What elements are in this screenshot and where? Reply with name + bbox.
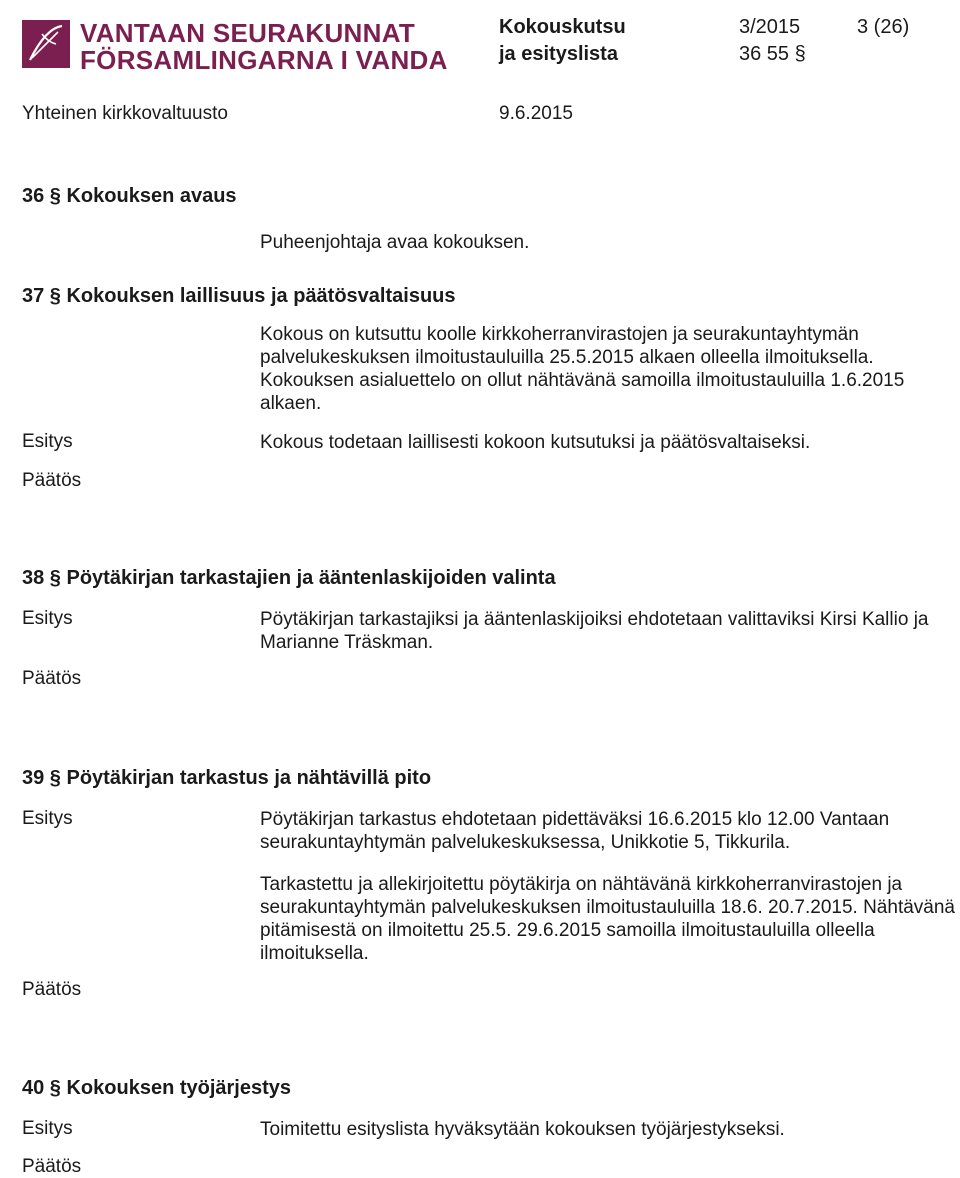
proposal-text [260,608,960,654]
paragraph: Pöytäkirjan tarkastus ehdotetaan pidettäväksi 16.6.2015 klo 12.00 Vantaan seurakuntayhtymän palvelukeskuksessa, Unikkotie 5, Tikkurila. [260,809,890,853]
proposal-label: Esitys [22,608,73,629]
paragraph: Kokous on kutsuttu koolle kirkkoherranvirastojen ja seurakuntayhtymän palvelukeskuksen ilmoitustauluilla 25.5.2015 alkaen olleella ilmoituksella. Kokouksen asialuettelo on ollut nähtävänä samoilla ilmoitustauluilla 1.6.2015 alkaen. [260,324,905,414]
document-type: Kokouskutsu [499,16,626,38]
paragraph: Puheenjohtaja avaa kokouksen. [260,232,530,253]
document-type-secondary: ja esityslista [499,43,618,65]
proposal-label: Esitys [22,1118,73,1139]
section-title: 40 § Kokouksen työjärjestys [22,1077,292,1099]
section-title: 37 § Kokouksen laillisuus ja päätösvaltaisuus [22,285,456,307]
proposal-text [260,431,960,454]
proposal-text-continued [260,873,960,965]
decision-label: Päätös [22,668,82,689]
org-name-line2: FÖRSAMLINGARNA I VANDA [80,45,448,75]
decision-label: Päätös [22,979,82,1000]
paragraph: Kokous todetaan laillisesti kokoon kutsutuksi ja päätösvaltaiseksi. [260,432,811,453]
cross-emblem-icon [22,20,70,68]
proposal-label: Esitys [22,808,73,829]
meeting-body: Yhteinen kirkkovaltuusto [22,103,228,124]
org-name-line1: VANTAAN SEURAKUNNAT [80,18,416,48]
meeting-date: 9.6.2015 [499,103,573,124]
decision-label: Päätös [22,1156,82,1177]
paragraph: Toimitettu esityslista hyväksytään kokouksen työjärjestykseksi. [260,1119,785,1140]
paragraph: Tarkastettu ja allekirjoitettu pöytäkirja on nähtävänä kirkkoherranvirastojen ja seurakuntayhtymän palvelukeskuksen ilmoitustauluilla 18.6. 20.7.2015. Nähtävänä pitämisestä on ilmoitettu 25.5. 29.6.2015 samoilla ilmoitustauluilla olleella ilmoituksella. [260,874,955,964]
section-range: 36 55 § [739,43,806,65]
proposal-text [260,1118,960,1141]
decision-label: Päätös [22,470,82,491]
proposal-text [260,808,960,854]
proposal-label: Esitys [22,431,73,452]
document-number: 3/2015 [739,16,801,38]
organization-logo [22,18,448,75]
section-title: 38 § Pöytäkirjan tarkastajien ja ääntenlaskijoiden valinta [22,567,556,589]
section-title: 36 § Kokouksen avaus [22,185,237,207]
paragraph: Pöytäkirjan tarkastajiksi ja ääntenlaskijoiksi ehdotetaan valittaviksi Kirsi Kallio ja Marianne Träskman. [260,609,929,653]
page-number: 3 (26) [857,16,910,38]
section-title: 39 § Pöytäkirjan tarkastus ja nähtävillä pito [22,767,432,789]
section-text [260,323,960,415]
section-text [260,231,960,254]
